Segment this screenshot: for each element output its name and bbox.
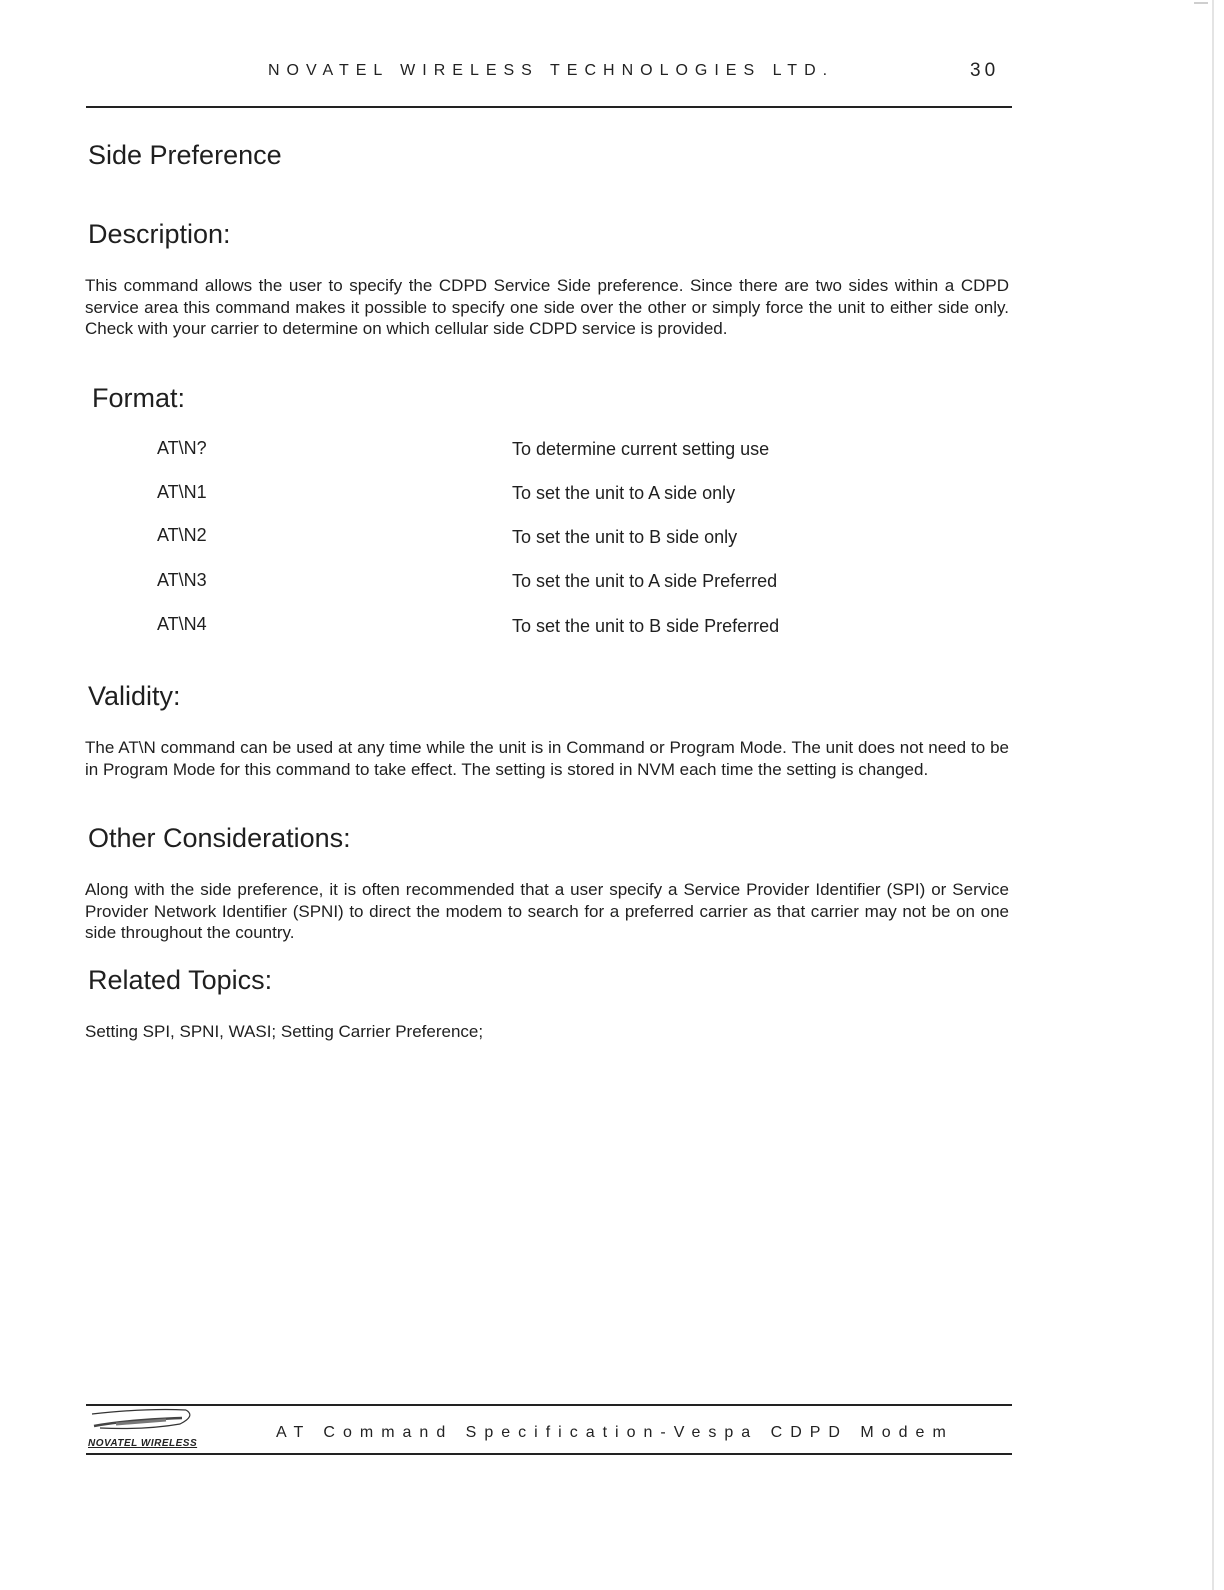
related-topics-text: Setting SPI, SPNI, WASI; Setting Carrier Preference;: [85, 1022, 484, 1041]
header-rule: [86, 106, 1012, 108]
command-code: AT\N2: [157, 525, 207, 545]
other-considerations-text: Along with the side preference, it is often recommended that a user specify a Service Provider Identifier (SPI) or Service Provider Network Identifier (SPNI) to direct the modem to search for a preferred carrier as that carrier may not be on one side throughout the country.: [85, 880, 1009, 942]
description-text: This command allows the user to specify the CDPD Service Side preference. Since there are two sides within a CDPD service area this command makes it possible to specify one side over the other or simply force the unit to either side only. Check with your carrier to determine on which cellular side CDPD service is provided.: [85, 276, 1009, 338]
command-description: To set the unit to A side only: [512, 483, 736, 503]
page-number: 30: [970, 60, 1000, 81]
command-code: AT\N4: [157, 614, 207, 634]
footer-rule-bottom: [86, 1453, 1012, 1455]
command-description: To set the unit to B side only: [512, 527, 738, 547]
section-title: Side Preference: [88, 140, 282, 170]
command-code: AT\N3: [157, 570, 207, 590]
page-edge-shadow: [1212, 0, 1214, 1590]
validity-heading: Validity:: [88, 681, 181, 711]
novatel-logo-text: NOVATEL WIRELESS: [88, 1438, 198, 1449]
related-topics-heading: Related Topics:: [88, 965, 273, 995]
command-description: To set the unit to B side Preferred: [512, 616, 780, 636]
footer-rule-top: [86, 1404, 1012, 1406]
command-code: AT\N?: [157, 438, 207, 458]
validity-text: The AT\N command can be used at any time while the unit is in Command or Program Mode. The unit does not need to be in Program Mode for this command to take effect. The setting is stored in NVM each time the setting is changed.: [85, 738, 1009, 779]
command-code: AT\N1: [157, 482, 207, 502]
command-description: To set the unit to A side Preferred: [512, 571, 778, 591]
format-heading: Format:: [92, 383, 186, 413]
command-description: To determine current setting use: [512, 439, 770, 459]
header-company: NOVATEL WIRELESS TECHNOLOGIES LTD.: [268, 62, 835, 79]
footer-document-title: AT Command Specification-Vespa CDPD Modem: [276, 1424, 954, 1441]
description-heading: Description:: [88, 219, 231, 249]
corner-mark: [1194, 2, 1208, 4]
other-considerations-heading: Other Considerations:: [88, 823, 351, 853]
